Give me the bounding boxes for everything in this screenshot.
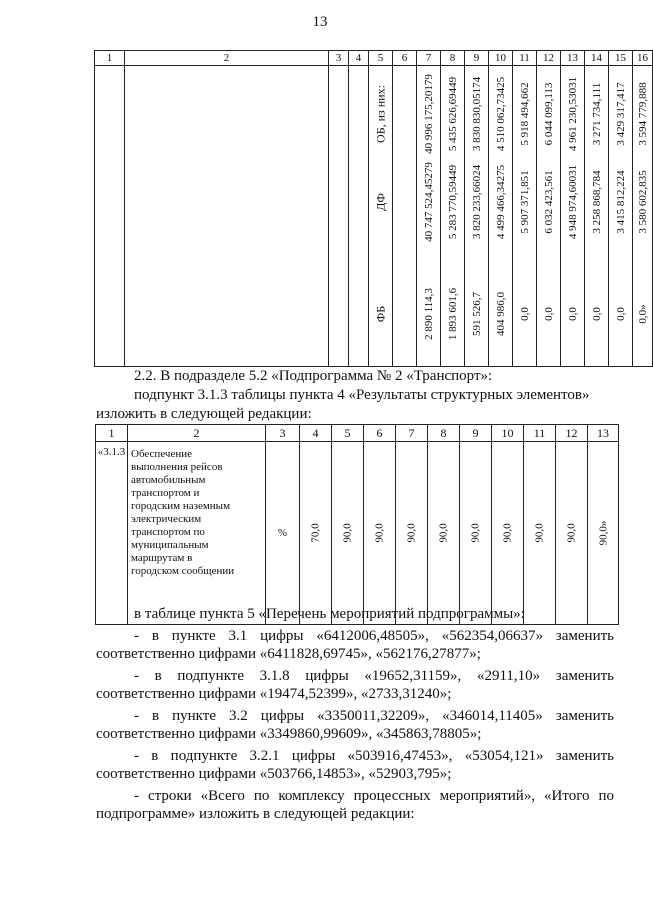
header-cell: 7 [417,51,441,66]
value-column [585,66,609,367]
row-labels-cell [369,66,393,367]
header-cell: 13 [561,51,585,66]
description-line: автомобильным [131,474,206,486]
value-column [609,66,633,367]
value-text: 90,0 [341,523,354,543]
row-label-fb: ФБ [373,305,387,323]
value-column [633,66,653,367]
value-cell: 591 526,7 [470,292,483,336]
unit-cell: % [266,442,300,625]
value-column [441,66,465,367]
paragraph-line: подпрограмме» изложить в следующей редакции: [96,806,415,822]
value-text: 90,0 [533,523,546,543]
paragraph-line: соответственно цифрами «3349860,99609», «345863,78805»; [96,726,482,742]
header-cell: 12 [537,51,561,66]
value-cell: 3 271 734,111 [590,82,603,146]
header-cell: 1 [95,51,125,66]
value-cell: 3 415 812,224 [614,170,627,234]
value-text: 90,0 [501,523,514,543]
page-number: 13 [312,14,328,30]
value-cell: 3 830 830,05174 [470,76,483,152]
header-cell: 6 [364,425,396,442]
paragraph-line: - в подпункте 3.2.1 цифры «503916,47453», «53054,121» заменить [134,748,614,764]
header-cell: 3 [329,51,349,66]
paragraph-intro: в таблице пункта 5 «Перечень мероприятий подпрограммы»: [134,606,525,622]
empty-cell [393,66,417,367]
value-cell: 40 996 175,20179 [422,74,435,154]
header-cell: 8 [428,425,460,442]
empty-cell [329,66,349,367]
description-line: городском сообщении [131,565,235,577]
header-cell: 3 [266,425,300,442]
value-text: 70,0 [309,523,322,543]
paragraph-line: - строки «Всего по комплексу процессных мероприятий», «Итого по [134,788,614,804]
header-cell: 4 [300,425,332,442]
value-cell: 4 961 230,53031 [566,76,579,152]
header-cell: 9 [465,51,489,66]
value-cell [524,442,556,625]
header-cell: 2 [125,51,329,66]
header-cell: 8 [441,51,465,66]
value-cell: 4 499 466,34275 [494,164,507,240]
description-line: электрическим [131,513,202,525]
item-code: «3.1.3 [96,442,128,625]
value-text: 90,0 [469,523,482,543]
value-column [489,66,513,367]
paragraph-line: соответственно цифрами «19474,52399», «2733,31240»; [96,686,452,702]
header-cell: 10 [489,51,513,66]
value-cell: 0,0 [566,307,579,321]
value-cell: 1 893 601,6 [446,287,459,341]
sub-intro-line-1: подпункт 3.1.3 таблицы пункта 4 «Результаты структурных элементов» [134,387,590,403]
paragraph-line: соответственно цифрами «503766,14853», «52903,795»; [96,766,452,782]
value-cell: 5 435 626,69449 [446,76,459,152]
results-table [95,424,619,625]
header-cell: 9 [460,425,492,442]
value-column [513,66,537,367]
value-cell: 3 820 233,66024 [470,164,483,240]
empty-cell [125,66,329,367]
header-cell: 2 [128,425,266,442]
header-cell: 11 [513,51,537,66]
sub-intro-line-2: изложить в следующей редакции: [96,406,312,422]
financing-table [94,50,653,367]
value-cell: 3 429 317,417 [614,82,627,146]
value-column [465,66,489,367]
value-text: 90,0 [373,523,386,543]
header-cell: 16 [633,51,653,66]
section-heading: 2.2. В подразделе 5.2 «Подпрограмма № 2 «Транспорт»: [134,368,493,384]
value-text: 90,0 [437,523,450,543]
header-cell: 1 [96,425,128,442]
item-description [128,442,266,625]
value-cell: 0,0 [518,307,531,321]
value-cell: 5 907 371,851 [518,170,531,234]
value-cell: 0,0» [636,304,649,324]
description-line: муниципальным [131,539,209,551]
value-cell: 5 283 770,59449 [446,164,459,240]
value-cell [588,442,619,625]
paragraph-line: соответственно цифрами «6411828,69745», «562176,27877»; [96,646,481,662]
header-cell: 12 [556,425,588,442]
value-cell: 6 032 423,561 [542,170,555,234]
value-column [561,66,585,367]
header-cell: 5 [332,425,364,442]
value-cell: 40 747 524,45279 [422,162,435,242]
description-line: транспортом и [131,487,200,499]
value-cell [556,442,588,625]
value-text: 90,0 [405,523,418,543]
value-column [537,66,561,367]
header-cell: 15 [609,51,633,66]
value-cell: 2 890 114,3 [422,288,435,340]
description-line: Обеспечение [131,448,192,460]
value-cell: 3 594 779,888 [636,82,649,146]
header-cell: 13 [588,425,619,442]
value-cell [332,442,364,625]
value-text: 90,0 [565,523,578,543]
value-cell [364,442,396,625]
row-label-df: ДФ [373,193,387,211]
empty-cell [95,66,125,367]
paragraph-line: - в пункте 3.1 цифры «6412006,48505», «562354,06637» заменить [134,628,614,644]
value-cell: 3 580 602,835 [636,170,649,234]
header-cell: 4 [349,51,369,66]
header-cell: 6 [393,51,417,66]
value-column [417,66,441,367]
value-cell: 0,0 [614,307,627,321]
header-cell: 7 [396,425,428,442]
value-cell: 0,0 [590,307,603,321]
value-cell: 6 044 099,113 [542,82,555,146]
value-cell: 0,0 [542,307,555,321]
header-cell: 14 [585,51,609,66]
value-cell: 4 948 974,60031 [566,164,579,240]
value-cell: 3 258 868,784 [590,170,603,234]
value-cell: 4 510 062,73425 [494,76,507,152]
value-cell [396,442,428,625]
description-line: маршрутам в [131,552,193,564]
header-cell: 11 [524,425,556,442]
row-label-ob: ОБ, из них: [373,85,387,143]
value-cell: 5 918 494,662 [518,82,531,146]
value-cell [492,442,524,625]
value-cell [460,442,492,625]
paragraph-line: - в пункте 3.2 цифры «3350011,32209», «346014,11405» заменить [134,708,614,724]
description-line: городским наземным [131,500,231,512]
paragraph-line: - в подпункте 3.1.8 цифры «19652,31159», «2911,10» заменить [134,668,614,684]
header-cell: 10 [492,425,524,442]
value-cell: 404 986,0 [494,292,507,336]
description-line: выполнения рейсов [131,461,223,473]
description-line: транспортом по [131,526,205,538]
header-cell: 5 [369,51,393,66]
value-cell [300,442,332,625]
empty-cell [349,66,369,367]
value-cell [428,442,460,625]
value-text: 90,0» [597,520,609,546]
